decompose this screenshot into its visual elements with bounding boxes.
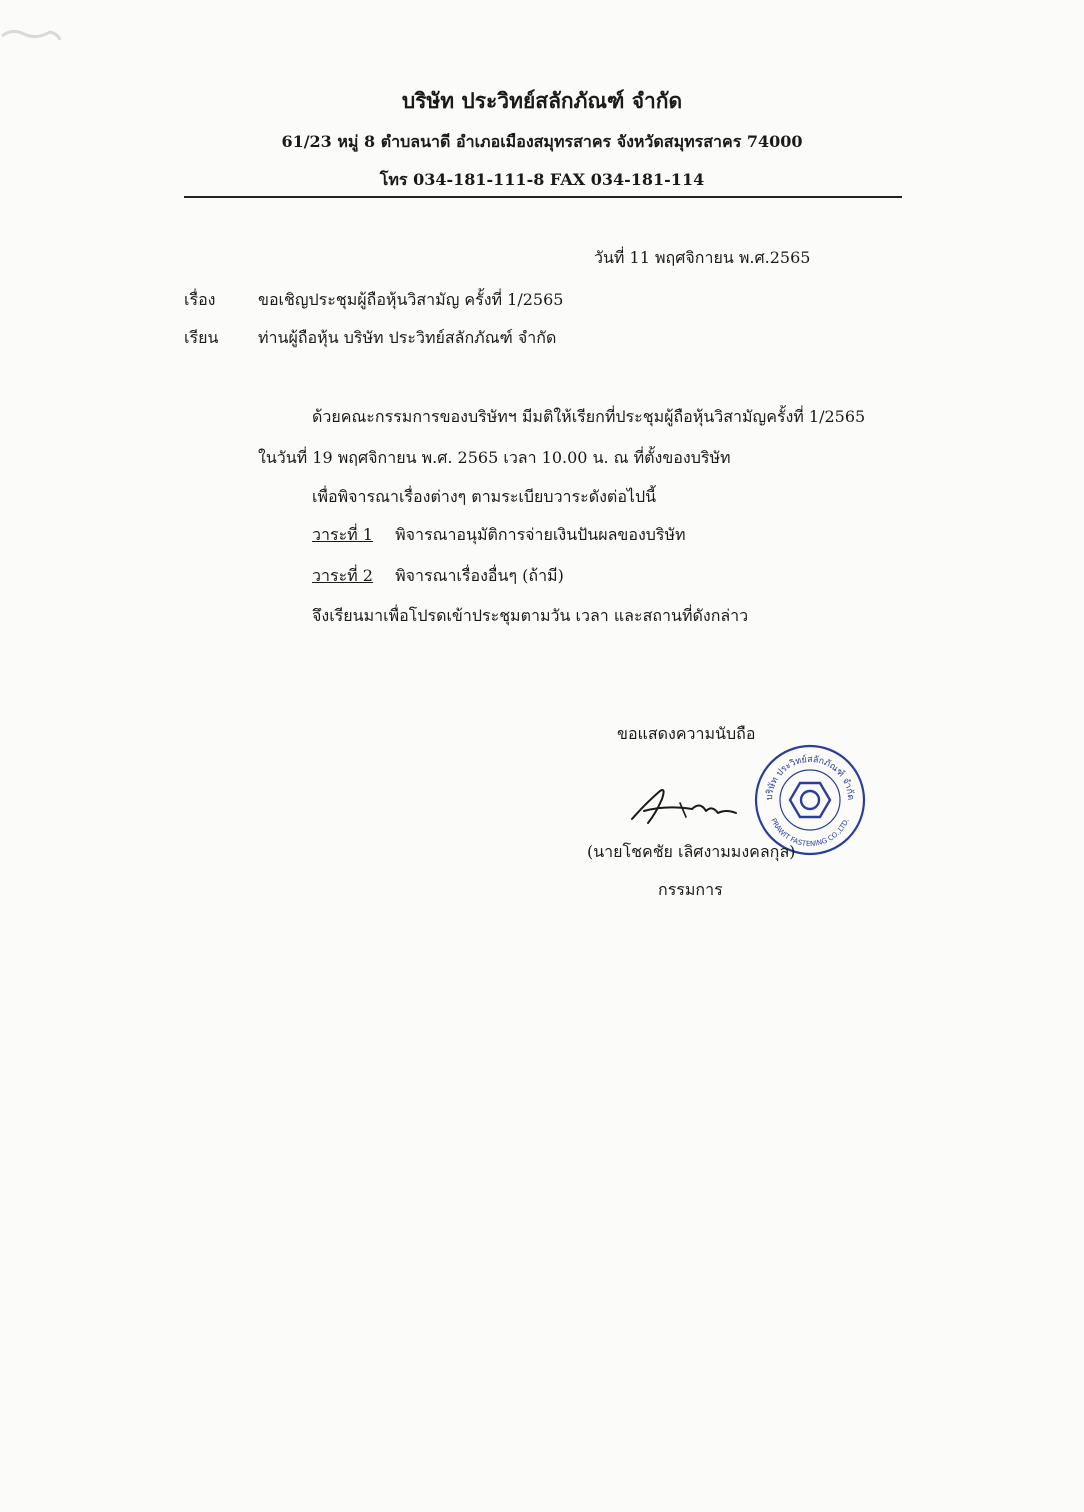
signer-name: (นายโชคชัย เลิศงามมงคลกุล) [587, 842, 796, 861]
company-name: บริษัท ประวิทย์สลักภัณฑ์ จำกัด [401, 88, 683, 113]
closing-paragraph: จึงเรียนมาเพื่อโปรดเข้าประชุมตามวัน เวลา และสถานที่ดังกล่าว [312, 606, 749, 625]
recipient-label: เรียน [184, 328, 219, 347]
agenda-item-label: วาระที่ 1 [312, 525, 373, 544]
closing-phrase: ขอแสดงความนับถือ [617, 724, 756, 743]
agenda-item-label: วาระที่ 2 [312, 566, 373, 585]
header-divider [184, 196, 902, 198]
signer-title: กรรมการ [658, 880, 723, 899]
seal-text-english: PRAWIT FASTENING CO.,LTD. [769, 817, 851, 849]
subject-label: เรื่อง [184, 290, 216, 309]
hex-nut-icon [790, 783, 830, 817]
body-paragraph-2: ในวันที่ 19 พฤศจิกายน พ.ศ. 2565 เวลา 10.00 น. ณ ที่ตั้งของบริษัท [258, 448, 731, 467]
agenda-item-text: พิจารณาอนุมัติการจ่ายเงินปันผลของบริษัท [395, 525, 686, 544]
scan-smudge-decoration [0, 22, 62, 48]
seal-text-thai: บริษัท ประวิทย์สลักภัณฑ์ จำกัด [764, 755, 856, 801]
company-contact: โทร 034-181-111-8 FAX 034-181-114 [379, 170, 705, 189]
recipient-text: ท่านผู้ถือหุ้น บริษัท ประวิทย์สลักภัณฑ์ จำกัด [258, 328, 557, 347]
agenda-item [312, 523, 686, 548]
company-address: 61/23 หมู่ 8 ตำบลนาดี อำเภอเมืองสมุทรสาคร จังหวัดสมุทรสาคร 74000 [281, 132, 803, 151]
body-paragraph-1: ด้วยคณะกรรมการของบริษัทฯ มีมติให้เรียกที่ประชุมผู้ถือหุ้นวิสามัญครั้งที่ 1/2565 [312, 407, 866, 426]
svg-text:บริษัท ประวิทย์สลักภัณฑ์ จำกัด [764, 753, 855, 801]
letter-date: วันที่ 11 พฤศจิกายน พ.ศ.2565 [594, 248, 811, 267]
agenda-item-text: พิจารณาเรื่องอื่นๆ (ถ้ามี) [395, 566, 564, 585]
agenda-item [312, 564, 564, 589]
subject-text: ขอเชิญประชุมผู้ถือหุ้นวิสามัญ ครั้งที่ 1/2565 [258, 290, 564, 309]
handwritten-signature [626, 783, 766, 831]
body-paragraph-3: เพื่อพิจารณาเรื่องต่างๆ ตามระเบียบวาระดังต่อไปนี้ [312, 487, 657, 506]
